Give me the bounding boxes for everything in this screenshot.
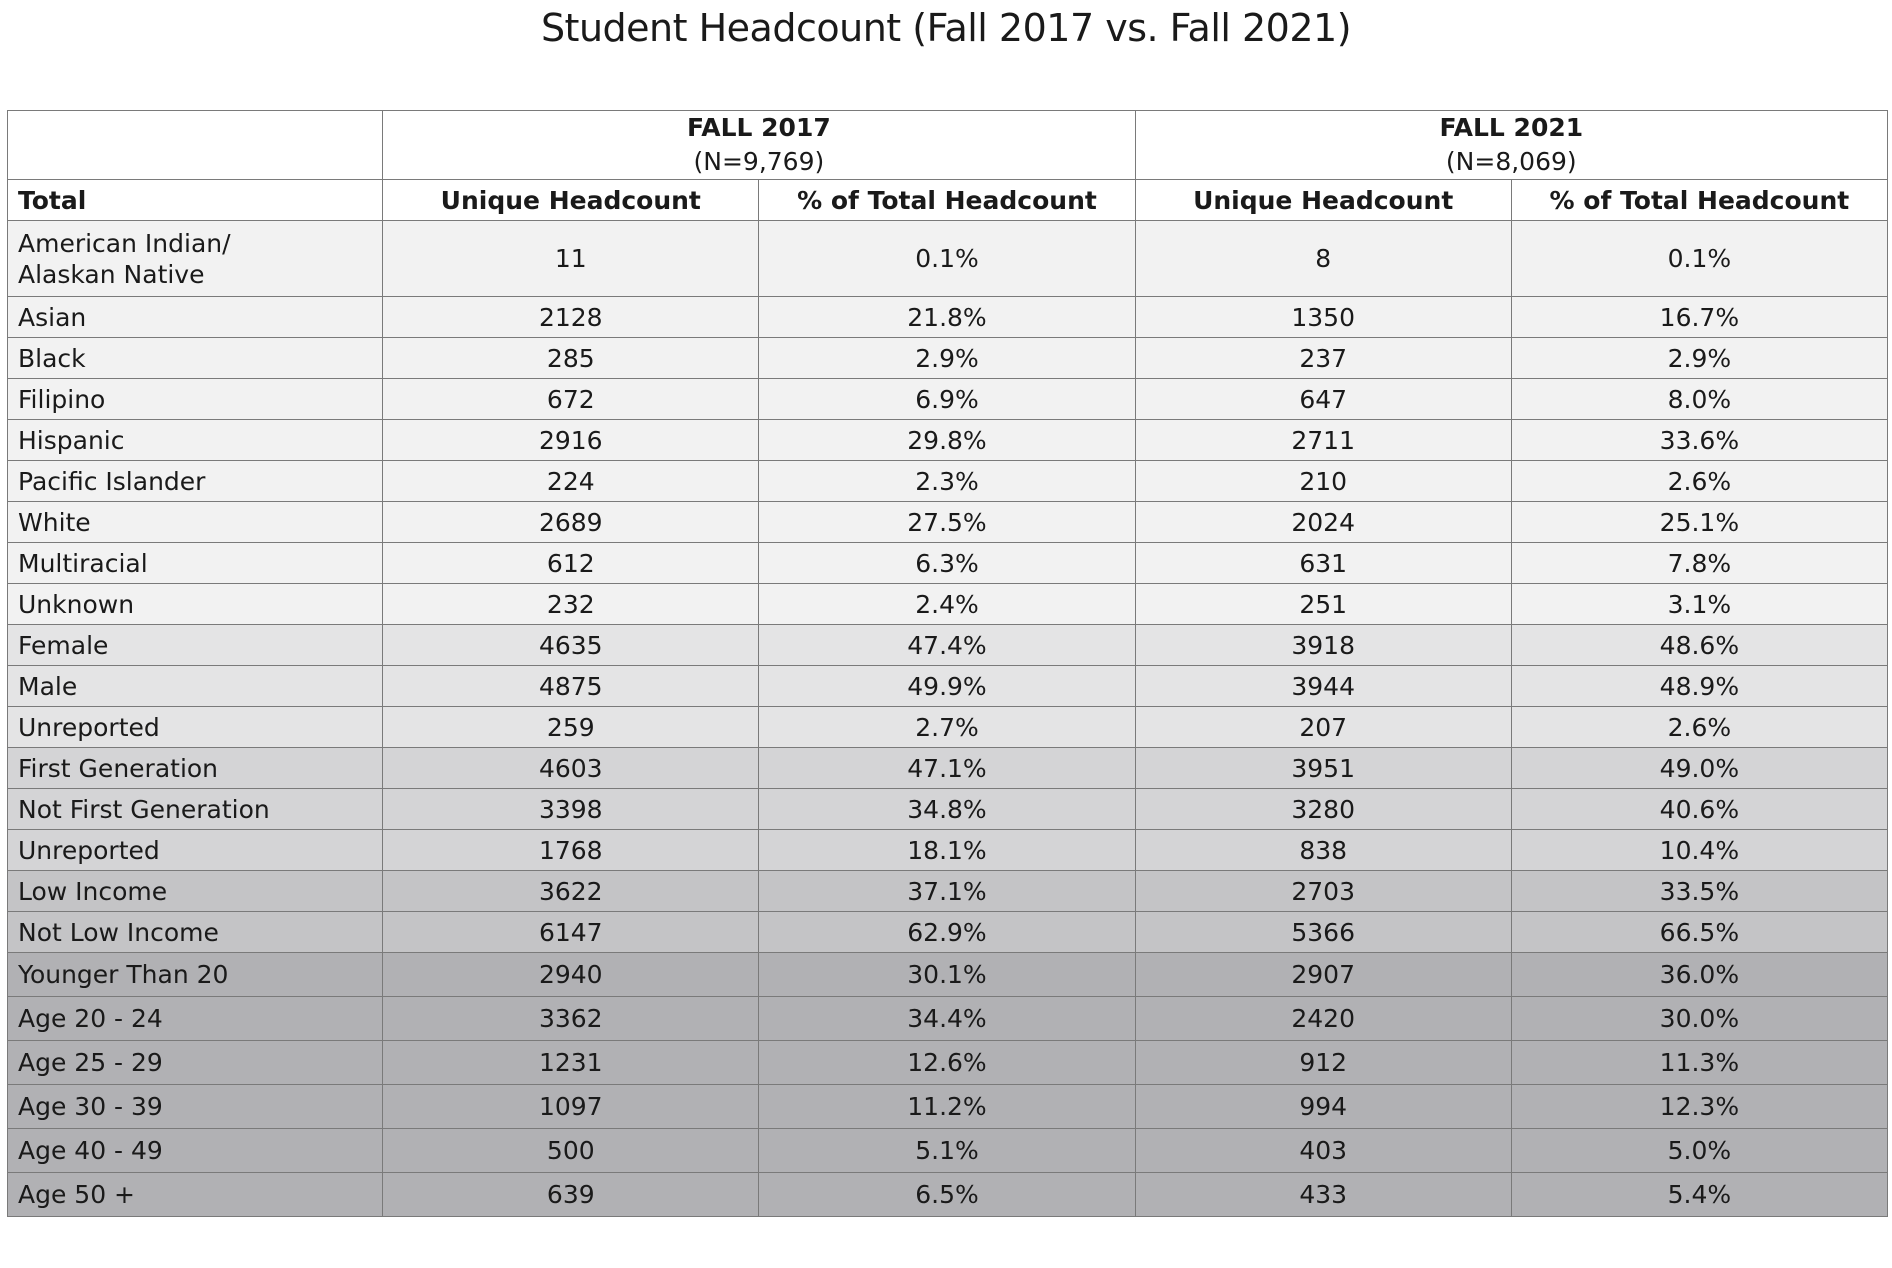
table-row <box>8 830 1888 871</box>
headcount-2017-cell: 639 <box>383 1173 759 1217</box>
percent-2021-cell: 30.0% <box>1511 997 1887 1041</box>
headcount-2021-cell: 3944 <box>1135 666 1511 707</box>
percent-2021-cell: 5.4% <box>1511 1173 1887 1217</box>
table-row <box>8 789 1888 830</box>
headcount-2017-cell: 4635 <box>383 625 759 666</box>
percent-2017-cell: 34.4% <box>759 997 1135 1041</box>
headcount-2021-cell: 210 <box>1135 461 1511 502</box>
column-header-headcount-2017: Unique Headcount <box>383 180 759 221</box>
table-row <box>8 502 1888 543</box>
headcount-2017-cell: 672 <box>383 379 759 420</box>
headcount-2017-cell: 2916 <box>383 420 759 461</box>
percent-2017-cell: 2.9% <box>759 338 1135 379</box>
headcount-2021-cell: 3951 <box>1135 748 1511 789</box>
headcount-2021-cell: 994 <box>1135 1085 1511 1129</box>
group-header-fall-2017 <box>383 111 1135 180</box>
percent-2021-cell: 2.6% <box>1511 707 1887 748</box>
row-label: American Indian/ Alaskan Native <box>8 221 383 297</box>
row-label: Age 25 - 29 <box>8 1041 383 1085</box>
percent-2017-cell: 62.9% <box>759 912 1135 953</box>
headcount-2017-cell: 1097 <box>383 1085 759 1129</box>
percent-2017-cell: 2.4% <box>759 584 1135 625</box>
table-row <box>8 584 1888 625</box>
page-title: Student Headcount (Fall 2017 vs. Fall 2021) <box>540 6 1352 50</box>
row-label: Pacific Islander <box>8 461 383 502</box>
percent-2021-cell: 7.8% <box>1511 543 1887 584</box>
percent-2017-cell: 6.3% <box>759 543 1135 584</box>
headcount-2017-cell: 3362 <box>383 997 759 1041</box>
headcount-2017-cell: 4603 <box>383 748 759 789</box>
headcount-2021-cell: 912 <box>1135 1041 1511 1085</box>
headcount-2021-cell: 251 <box>1135 584 1511 625</box>
column-header-percent-2021: % of Total Headcount <box>1511 180 1887 221</box>
percent-2021-cell: 48.6% <box>1511 625 1887 666</box>
group-header-fall-2021 <box>1135 111 1887 180</box>
group-header-empty <box>8 111 383 180</box>
table-row <box>8 997 1888 1041</box>
percent-2021-cell: 3.1% <box>1511 584 1887 625</box>
row-label: Asian <box>8 297 383 338</box>
group-n: (N=8,069) <box>1445 147 1577 176</box>
percent-2021-cell: 16.7% <box>1511 297 1887 338</box>
headcount-2021-cell: 2711 <box>1135 420 1511 461</box>
table-row <box>8 338 1888 379</box>
percent-2017-cell: 49.9% <box>759 666 1135 707</box>
percent-2017-cell: 0.1% <box>759 221 1135 297</box>
headcount-2017-cell: 224 <box>383 461 759 502</box>
row-label: First Generation <box>8 748 383 789</box>
row-label: Age 30 - 39 <box>8 1085 383 1129</box>
percent-2021-cell: 12.3% <box>1511 1085 1887 1129</box>
headcount-2017-cell: 500 <box>383 1129 759 1173</box>
row-label: Multiracial <box>8 543 383 584</box>
table-row <box>8 461 1888 502</box>
percent-2017-cell: 47.4% <box>759 625 1135 666</box>
table-row <box>8 912 1888 953</box>
percent-2021-cell: 33.5% <box>1511 871 1887 912</box>
percent-2017-cell: 6.9% <box>759 379 1135 420</box>
percent-2017-cell: 30.1% <box>759 953 1135 997</box>
row-label: Unreported <box>8 707 383 748</box>
table-row <box>8 297 1888 338</box>
table-row <box>8 871 1888 912</box>
headcount-2021-cell: 1350 <box>1135 297 1511 338</box>
headcount-2021-cell: 3918 <box>1135 625 1511 666</box>
headcount-2021-cell: 237 <box>1135 338 1511 379</box>
percent-2017-cell: 11.2% <box>759 1085 1135 1129</box>
percent-2021-cell: 11.3% <box>1511 1041 1887 1085</box>
headcount-2017-cell: 2128 <box>383 297 759 338</box>
headcount-2017-cell: 3622 <box>383 871 759 912</box>
table-row <box>8 748 1888 789</box>
row-label: Younger Than 20 <box>8 953 383 997</box>
percent-2021-cell: 25.1% <box>1511 502 1887 543</box>
percent-2017-cell: 34.8% <box>759 789 1135 830</box>
table-row <box>8 221 1888 297</box>
headcount-2017-cell: 1231 <box>383 1041 759 1085</box>
percent-2017-cell: 2.7% <box>759 707 1135 748</box>
headcount-2021-cell: 8 <box>1135 221 1511 297</box>
row-label: Not Low Income <box>8 912 383 953</box>
row-label: Not First Generation <box>8 789 383 830</box>
row-label: Age 20 - 24 <box>8 997 383 1041</box>
percent-2017-cell: 21.8% <box>759 297 1135 338</box>
row-label: Unreported <box>8 830 383 871</box>
headcount-2017-cell: 232 <box>383 584 759 625</box>
column-header-headcount-2021: Unique Headcount <box>1135 180 1511 221</box>
row-label: Age 50 + <box>8 1173 383 1217</box>
headcount-2017-cell: 4875 <box>383 666 759 707</box>
headcount-2017-cell: 612 <box>383 543 759 584</box>
headcount-2021-cell: 631 <box>1135 543 1511 584</box>
percent-2017-cell: 18.1% <box>759 830 1135 871</box>
headcount-2017-cell: 285 <box>383 338 759 379</box>
percent-2017-cell: 5.1% <box>759 1129 1135 1173</box>
percent-2021-cell: 2.9% <box>1511 338 1887 379</box>
group-name: FALL 2021 <box>1439 113 1584 142</box>
percent-2021-cell: 36.0% <box>1511 953 1887 997</box>
group-name: FALL 2017 <box>687 113 831 142</box>
row-label: Male <box>8 666 383 707</box>
headcount-2017-cell: 3398 <box>383 789 759 830</box>
headcount-2021-cell: 2024 <box>1135 502 1511 543</box>
headcount-2021-cell: 3280 <box>1135 789 1511 830</box>
percent-2017-cell: 6.5% <box>759 1173 1135 1217</box>
headcount-2017-cell: 11 <box>383 221 759 297</box>
percent-2021-cell: 5.0% <box>1511 1129 1887 1173</box>
percent-2017-cell: 29.8% <box>759 420 1135 461</box>
percent-2021-cell: 40.6% <box>1511 789 1887 830</box>
group-header-row <box>8 111 1888 180</box>
percent-2017-cell: 27.5% <box>759 502 1135 543</box>
row-label: Black <box>8 338 383 379</box>
table-row <box>8 1085 1888 1129</box>
headcount-table <box>7 110 1888 1217</box>
percent-2017-cell: 2.3% <box>759 461 1135 502</box>
headcount-2017-cell: 1768 <box>383 830 759 871</box>
percent-2017-cell: 37.1% <box>759 871 1135 912</box>
table-row <box>8 1129 1888 1173</box>
headcount-2017-cell: 259 <box>383 707 759 748</box>
row-label: Filipino <box>8 379 383 420</box>
headcount-2021-cell: 5366 <box>1135 912 1511 953</box>
table-body <box>8 221 1888 1217</box>
table-row <box>8 953 1888 997</box>
group-n: (N=9,769) <box>693 147 825 176</box>
table-row <box>8 1173 1888 1217</box>
headcount-2021-cell: 2907 <box>1135 953 1511 997</box>
table-row <box>8 666 1888 707</box>
table-row <box>8 707 1888 748</box>
column-header-percent-2017: % of Total Headcount <box>759 180 1135 221</box>
headcount-2017-cell: 2940 <box>383 953 759 997</box>
headcount-2021-cell: 207 <box>1135 707 1511 748</box>
percent-2021-cell: 2.6% <box>1511 461 1887 502</box>
row-label: Female <box>8 625 383 666</box>
table-row <box>8 543 1888 584</box>
row-label: Unknown <box>8 584 383 625</box>
column-header-row <box>8 180 1888 221</box>
headcount-2021-cell: 2703 <box>1135 871 1511 912</box>
percent-2017-cell: 12.6% <box>759 1041 1135 1085</box>
row-label: Age 40 - 49 <box>8 1129 383 1173</box>
row-label: White <box>8 502 383 543</box>
headcount-2017-cell: 2689 <box>383 502 759 543</box>
headcount-2017-cell: 6147 <box>383 912 759 953</box>
row-label: Low Income <box>8 871 383 912</box>
table-row <box>8 420 1888 461</box>
percent-2021-cell: 49.0% <box>1511 748 1887 789</box>
table-row <box>8 625 1888 666</box>
column-header-total: Total <box>8 180 383 221</box>
headcount-2021-cell: 838 <box>1135 830 1511 871</box>
headcount-2021-cell: 2420 <box>1135 997 1511 1041</box>
headcount-2021-cell: 433 <box>1135 1173 1511 1217</box>
table-row <box>8 1041 1888 1085</box>
percent-2021-cell: 8.0% <box>1511 379 1887 420</box>
row-label: Hispanic <box>8 420 383 461</box>
headcount-2021-cell: 647 <box>1135 379 1511 420</box>
percent-2021-cell: 33.6% <box>1511 420 1887 461</box>
table-row <box>8 379 1888 420</box>
percent-2021-cell: 0.1% <box>1511 221 1887 297</box>
headcount-2021-cell: 403 <box>1135 1129 1511 1173</box>
percent-2021-cell: 66.5% <box>1511 912 1887 953</box>
percent-2017-cell: 47.1% <box>759 748 1135 789</box>
percent-2021-cell: 48.9% <box>1511 666 1887 707</box>
percent-2021-cell: 10.4% <box>1511 830 1887 871</box>
